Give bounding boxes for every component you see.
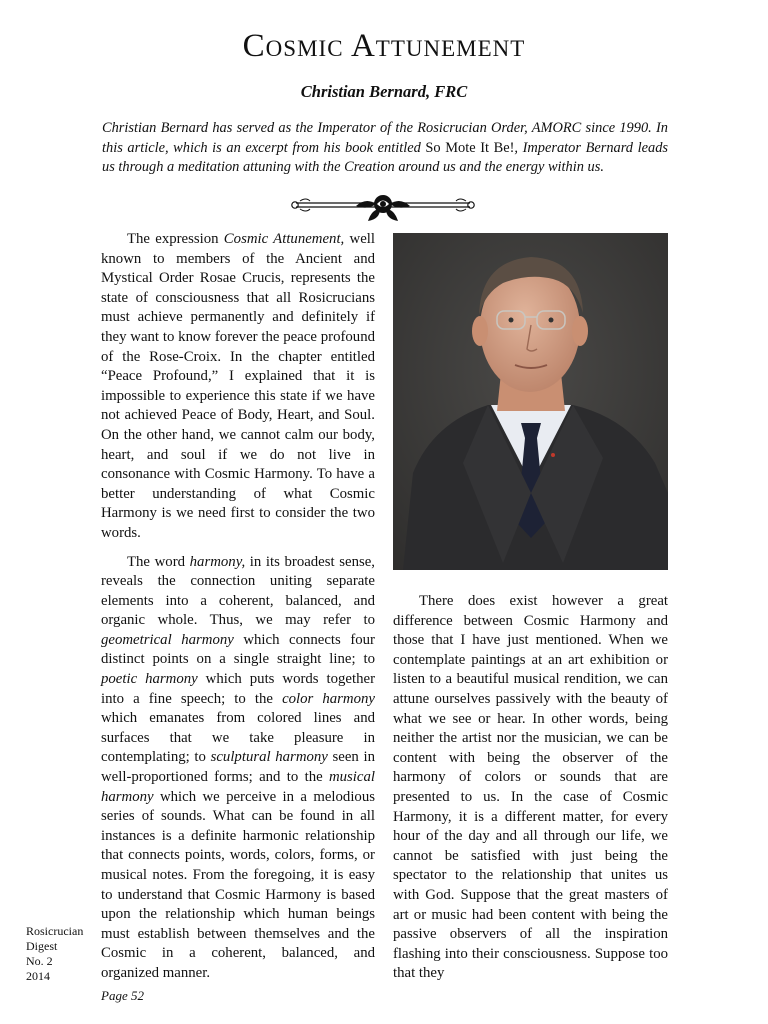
issue-number: No. 2 [26,954,53,968]
paragraph-cosmic-attunement [101,230,375,544]
paragraph-difference: There does exist however a great difference between Cosmic Harmony and those that I have just mentioned. When we contemplate paintings at an art exhibition or listen to a beautiful musical rendition, we can attune ourselves passively with the beauty of what we see or hear. In other words, being neither the artist nor the musician, we can be content with being the observer of the harmony of colors or sounds that are presented to us. In the case of Cosmic Harmony, it is a different matter, for every hour of the day and all through our life, we cannot be satisfied with just being the spectator to the relationship that unites us with God. Suppose that the great masters of art or music had been content with being the passive observers of all the inspiration flashing into their consciousness. Suppose too that they [393,593,668,982]
right-column [393,592,668,984]
author-portrait-photo [393,233,668,570]
intro-text-1: Christian Bernard has served as the Imperator of the Rosicrucian Order, AMORC since 1990. In this article, which is an excerpt from his book entitled [102,120,668,156]
emphasis-run: sculptural harmony [210,749,328,766]
intro-book-title: So Mote It Be! [425,139,515,156]
author-byline: Christian Bernard, FRC [300,82,468,101]
rose-divider-ornament [288,193,478,227]
text-run: which we perceive in a melodious series of sounds. What can be found in all instances is a definite harmonic relationship that connects points, words, colors, forms, or musical notes. From the foregoing, it is easy to understand that Cosmic Harmony is based upon the relationship which human beings must establish between themselves and the Cosmic in a coherent, balanced, and organized manner. [101,788,375,981]
text-run: well known to members of the Ancient and Mystical Order Rosae Crucis, represents the state of consciousness that all Rosicrucians must achieve permanently and definitely if they want to know forever the peace profound of the Rose-Croix. In the chapter entitled “Peace Profound,” I explained that it is impossible to experience this state if we have not achieved Peace of Body, Heart, and Soul. On the other hand, we cannot calm our body, heart, and soul if we do not live in consonance with Cosmic Harmony. To have a better understanding of what Cosmic Harmony is we need first to consider the two words. [101,231,375,541]
left-column [101,230,375,984]
text-run: seen in well-proportioned forms; and to the [101,749,375,786]
text-run: which connects four distinct points on a single straight line; to [101,631,375,668]
text-run: The word [127,553,190,570]
issue-publication-2: Digest [26,939,58,953]
paragraph-harmony [101,553,375,984]
issue-publication: Rosicrucian [26,924,84,938]
emphasis-run: color harmony [282,690,375,707]
issue-year: 2014 [26,969,50,983]
emphasis-run: harmony, [189,553,246,570]
issue-note [26,924,96,984]
emphasis-run: Cosmic Attunement, [223,231,345,247]
emphasis-run: geometrical harmony [101,631,234,648]
article-title: Cosmic Attunement [242,28,526,64]
intro-paragraph [102,119,668,178]
intro-text-2: , Imperator Bernard leads us through a meditation attuning with the Creation around us and the energy within us. [102,139,668,175]
emphasis-run: musical harmony [101,769,375,805]
emphasis-run: poetic harmony [101,671,198,688]
text-run: which emanates from colored lines and surfaces that we take pleasure in contemplating; to [101,710,375,766]
page-number: Page 52 [101,988,144,1003]
text-run: which puts words together into a fine speech; to the [101,671,375,707]
text-run: in its broadest sense, reveals the connection uniting separate elements into a coherent, balanced, and organic whole. Thus, we may refer to [101,553,375,629]
text-run: The expression [127,231,224,247]
